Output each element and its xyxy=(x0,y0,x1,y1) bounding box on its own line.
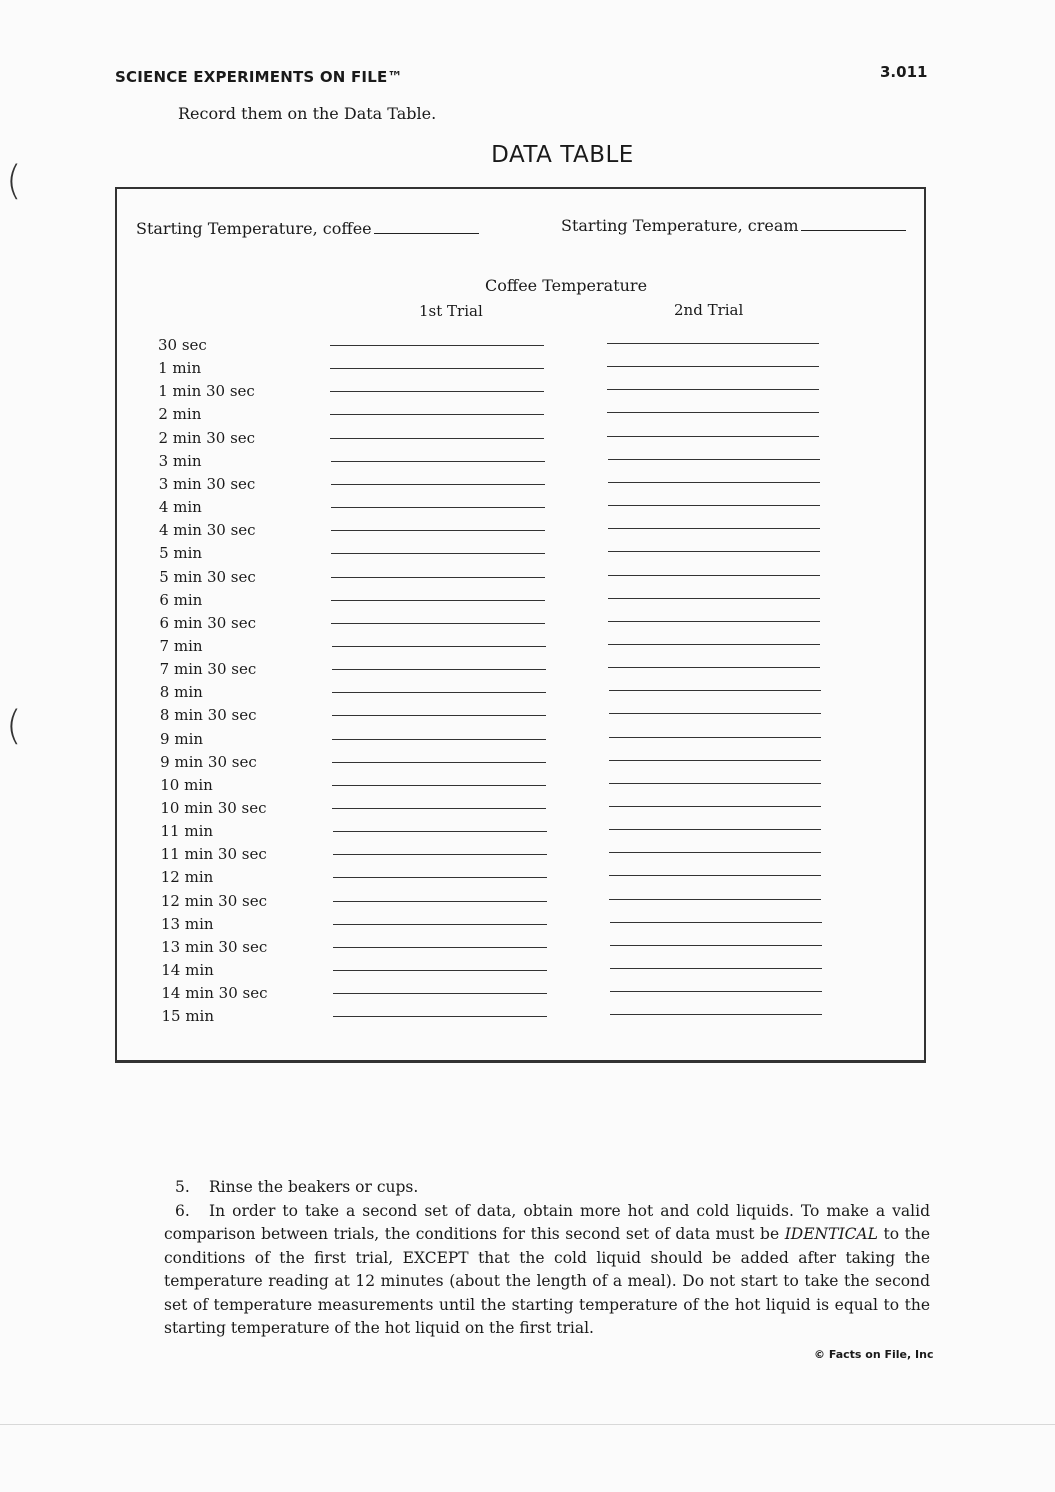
trial-2-entry-line[interactable] xyxy=(607,343,819,344)
trial-1-entry-line[interactable] xyxy=(333,901,547,902)
row-label: 3 min xyxy=(158,451,202,470)
trial-1-entry-line[interactable] xyxy=(331,530,545,531)
trial-1-entry-line[interactable] xyxy=(330,414,544,415)
trial-2-entry-line[interactable] xyxy=(609,760,821,761)
copyright: © Facts on File, Inc xyxy=(814,1348,934,1361)
trial-2-entry-line[interactable] xyxy=(608,667,820,668)
step-6-text-b: to the conditions of the first trial, EXCEPT that the cold liquid should be added after taking the temperature reading at 12 minutes (about the length of a meal). Do not start to take the second set of temperature measurements until the starting temperature of the hot liquid is equal to the starting temperature of the hot liquid on the first trial. xyxy=(164,1225,930,1337)
margin-mark: ( xyxy=(6,158,22,204)
trial-2-entry-line[interactable] xyxy=(608,621,820,622)
trial-1-entry-line[interactable] xyxy=(332,739,546,740)
trial-1-entry-line[interactable] xyxy=(330,345,544,346)
col-2nd-trial: 2nd Trial xyxy=(674,301,744,319)
trial-2-entry-line[interactable] xyxy=(608,551,820,552)
trial-2-entry-line[interactable] xyxy=(608,505,820,506)
step-6-number: 6. xyxy=(175,1201,190,1220)
step-6 xyxy=(164,1200,930,1341)
row-label: 12 min xyxy=(160,868,214,887)
trial-2-entry-line[interactable] xyxy=(609,875,821,876)
trial-2-entry-line[interactable] xyxy=(609,783,821,784)
trial-1-entry-line[interactable] xyxy=(331,553,545,554)
row-label: 10 min xyxy=(160,775,213,794)
trial-1-entry-line[interactable] xyxy=(333,831,547,832)
coffee-temperature-heading: Coffee Temperature xyxy=(484,276,648,295)
trial-1-entry-line[interactable] xyxy=(331,623,545,624)
trial-2-entry-line[interactable] xyxy=(610,945,822,946)
row-label: 4 min xyxy=(158,498,202,517)
trial-1-entry-line[interactable] xyxy=(333,924,547,925)
starting-temp-coffee-label: Starting Temperature, coffee xyxy=(136,219,372,238)
trial-2-entry-line[interactable] xyxy=(610,922,822,923)
trial-2-entry-line[interactable] xyxy=(608,644,820,645)
row-label: 8 min 30 sec xyxy=(159,706,257,725)
trial-1-entry-line[interactable] xyxy=(333,854,547,855)
row-label: 5 min xyxy=(159,544,203,563)
trial-1-entry-line[interactable] xyxy=(331,577,545,578)
trial-2-entry-line[interactable] xyxy=(609,713,821,714)
row-label: 4 min 30 sec xyxy=(158,521,256,540)
intro-text: Record them on the Data Table. xyxy=(178,104,437,123)
trial-1-entry-line[interactable] xyxy=(330,368,544,369)
trial-1-entry-line[interactable] xyxy=(331,507,545,508)
row-label: 11 min xyxy=(160,822,214,841)
trial-2-entry-line[interactable] xyxy=(609,899,821,900)
instructions xyxy=(164,1176,930,1341)
trial-1-entry-line[interactable] xyxy=(332,692,546,693)
row-label: 2 min 30 sec xyxy=(158,428,256,447)
trial-2-entry-line[interactable] xyxy=(610,1014,822,1015)
trial-2-entry-line[interactable] xyxy=(609,829,821,830)
step-6-text-a: In order to take a second set of data, obtain more hot and cold liquids. To make a valid comparison between trials, the conditions for this second set of data must be xyxy=(164,1201,930,1243)
row-label: 14 min 30 sec xyxy=(161,984,268,1003)
trial-2-entry-line[interactable] xyxy=(610,968,822,969)
trial-1-entry-line[interactable] xyxy=(331,461,545,462)
trial-1-entry-line[interactable] xyxy=(331,600,545,601)
trial-2-entry-line[interactable] xyxy=(608,598,820,599)
starting-temp-cream-blank[interactable] xyxy=(801,229,906,231)
trial-1-entry-line[interactable] xyxy=(333,1016,547,1017)
trial-1-entry-line[interactable] xyxy=(332,715,546,716)
row-label: 12 min 30 sec xyxy=(160,891,268,910)
trial-2-entry-line[interactable] xyxy=(607,436,819,437)
bottom-rule xyxy=(0,1424,1055,1425)
starting-temp-coffee-field[interactable] xyxy=(136,219,479,238)
row-label: 5 min 30 sec xyxy=(159,567,256,586)
page-number: 3.011 xyxy=(880,63,928,81)
trial-2-entry-line[interactable] xyxy=(607,412,819,413)
row-label: 13 min xyxy=(161,914,214,933)
row-label: 11 min 30 sec xyxy=(160,845,267,864)
trial-2-entry-line[interactable] xyxy=(607,366,819,367)
row-label: 9 min xyxy=(160,729,204,748)
trial-1-entry-line[interactable] xyxy=(332,785,546,786)
trial-2-entry-line[interactable] xyxy=(610,991,822,992)
step-5-number: 5. xyxy=(175,1178,190,1196)
trial-2-entry-line[interactable] xyxy=(609,806,821,807)
row-label: 15 min xyxy=(161,1007,215,1026)
row-label: 3 min 30 sec xyxy=(158,474,256,493)
trial-1-entry-line[interactable] xyxy=(333,993,547,994)
step-5 xyxy=(164,1176,930,1200)
trial-1-entry-line[interactable] xyxy=(330,391,544,392)
trial-2-entry-line[interactable] xyxy=(608,459,820,460)
trial-2-entry-line[interactable] xyxy=(608,575,820,576)
row-label: 7 min 30 sec xyxy=(159,660,257,679)
row-label: 6 min xyxy=(159,590,203,609)
trial-1-entry-line[interactable] xyxy=(330,438,544,439)
row-label: 13 min 30 sec xyxy=(161,937,268,956)
row-label: 2 min xyxy=(158,405,202,424)
row-label: 10 min 30 sec xyxy=(160,799,267,817)
page-title: DATA TABLE xyxy=(491,142,634,168)
trial-2-entry-line[interactable] xyxy=(608,528,820,529)
row-label: 30 sec xyxy=(158,336,207,354)
step-6-emphasis: IDENTICAL xyxy=(784,1225,878,1243)
trial-1-entry-line[interactable] xyxy=(333,970,547,971)
trial-2-entry-line[interactable] xyxy=(609,690,821,691)
trial-2-entry-line[interactable] xyxy=(609,737,821,738)
row-label: 14 min xyxy=(161,961,214,980)
row-label: 1 min xyxy=(158,359,202,378)
margin-mark: ( xyxy=(6,703,22,749)
trial-1-entry-line[interactable] xyxy=(331,484,545,485)
trial-1-entry-line[interactable] xyxy=(332,646,546,647)
series-title: SCIENCE EXPERIMENTS ON FILE™ xyxy=(115,68,403,86)
col-1st-trial: 1st Trial xyxy=(419,302,483,320)
row-label: 9 min 30 sec xyxy=(160,752,257,771)
starting-temp-cream-field[interactable] xyxy=(561,216,906,235)
row-label: 1 min 30 sec xyxy=(158,382,255,401)
step-5-text: Rinse the beakers or cups. xyxy=(209,1178,419,1196)
trial-2-entry-line[interactable] xyxy=(607,389,819,390)
starting-temp-cream-label: Starting Temperature, cream xyxy=(561,216,799,235)
trial-2-entry-line[interactable] xyxy=(609,852,821,853)
trial-1-entry-line[interactable] xyxy=(332,762,546,763)
row-label: 8 min xyxy=(159,683,203,702)
row-label: 6 min 30 sec xyxy=(159,613,257,632)
trial-2-entry-line[interactable] xyxy=(608,482,820,483)
trial-1-entry-line[interactable] xyxy=(332,669,546,670)
trial-1-entry-line[interactable] xyxy=(332,808,546,809)
row-label: 7 min xyxy=(159,636,203,655)
trial-1-entry-line[interactable] xyxy=(333,947,547,948)
starting-temp-coffee-blank[interactable] xyxy=(374,232,479,234)
trial-1-entry-line[interactable] xyxy=(333,877,547,878)
